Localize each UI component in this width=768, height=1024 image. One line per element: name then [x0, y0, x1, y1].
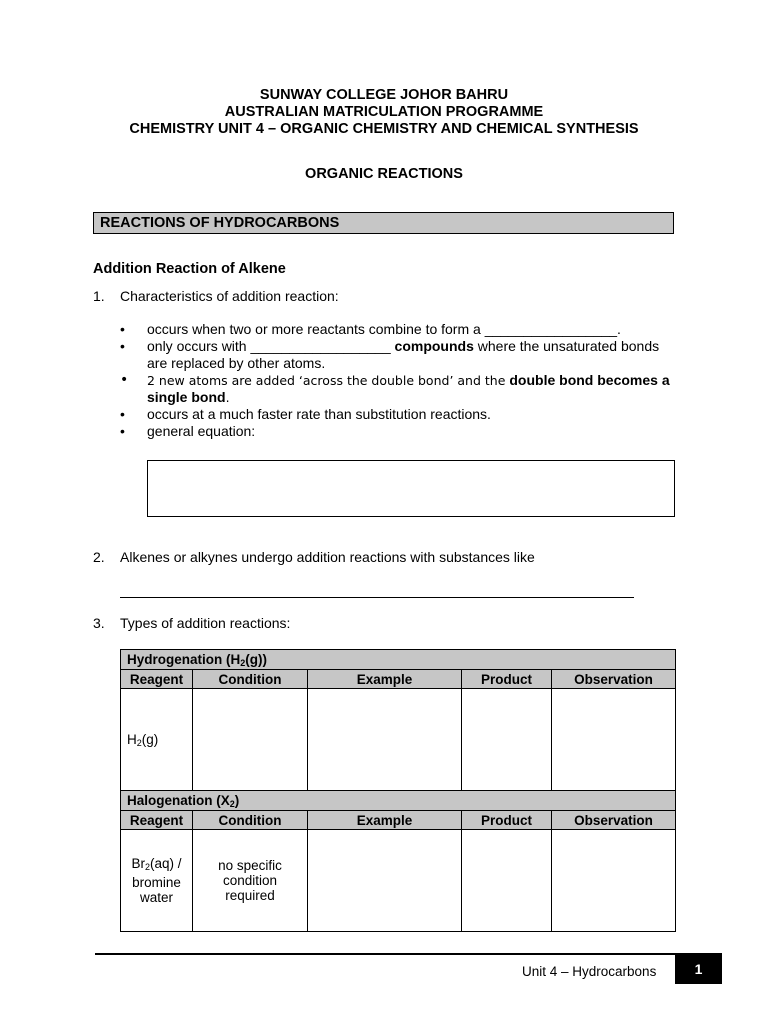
section-banner: REACTIONS OF HYDROCARBONS	[93, 212, 674, 234]
list-item: • only occurs with __________________ compounds where the unsaturated bonds are replaced by other atoms.	[120, 338, 680, 372]
table-header-row	[121, 670, 676, 689]
column-header-reagent: Reagent	[121, 670, 193, 689]
hydrogenation-heading: Hydrogenation $(H_2(g))$	[121, 650, 676, 670]
halogenation-reagent-cell: $Br_2(aq)$ / bromine water	[121, 830, 193, 932]
hydrogenation-reagent-cell: $H_2(g)$	[121, 689, 193, 791]
addition-reactions-table	[120, 649, 676, 932]
page-title: ORGANIC REACTIONS	[305, 166, 463, 182]
header-unit: CHEMISTRY UNIT 4 – ORGANIC CHEMISTRY AND CHEMICAL SYNTHESIS	[129, 121, 639, 137]
list-item: • general equation:	[120, 423, 680, 440]
characteristics-list	[120, 321, 680, 440]
list-item: • occurs when two or more reactants combine to form a _________________.	[120, 321, 680, 338]
hydrogenation-example-cell[interactable]	[308, 689, 462, 791]
header-programme: AUSTRALIAN MATRICULATION PROGRAMME	[224, 104, 544, 120]
footer-rule	[95, 953, 722, 955]
general-equation-box[interactable]	[147, 460, 675, 517]
hydrogenation-condition-cell[interactable]	[193, 689, 308, 791]
column-header-observation: Observation	[552, 670, 676, 689]
hydrogenation-product-cell[interactable]	[462, 689, 552, 791]
column-header-product: Product	[462, 670, 552, 689]
question-2-text: Alkenes or alkynes undergo addition reactions with substances like	[120, 549, 535, 565]
column-header-example: Example	[308, 811, 462, 830]
column-header-observation: Observation	[552, 811, 676, 830]
table-row	[121, 689, 676, 791]
halogenation-condition-cell: no specific condition required	[193, 830, 308, 932]
answer-line[interactable]	[120, 597, 634, 598]
column-header-reagent: Reagent	[121, 811, 193, 830]
list-item: • 2 new atoms are added ‘across the double bond’ and the double bond becomes a single bond.	[120, 372, 680, 406]
question-1-text: Characteristics of addition reaction:	[120, 288, 339, 304]
halogenation-example-cell[interactable]	[308, 830, 462, 932]
subheading: Addition Reaction of Alkene	[93, 261, 286, 277]
column-header-product: Product	[462, 811, 552, 830]
question-3-number: 3.	[93, 615, 105, 631]
halogenation-observation-cell[interactable]	[552, 830, 676, 932]
halogenation-product-cell[interactable]	[462, 830, 552, 932]
header-college: SUNWAY COLLEGE JOHOR BAHRU	[259, 87, 509, 103]
column-header-example: Example	[308, 670, 462, 689]
question-2-number: 2.	[93, 549, 105, 565]
question-3	[93, 615, 290, 631]
question-2	[93, 549, 535, 565]
list-item: • occurs at a much faster rate than substitution reactions.	[120, 406, 680, 423]
question-3-text: Types of addition reactions:	[120, 615, 291, 631]
footer-label: Unit 4 – Hydrocarbons	[522, 964, 657, 979]
column-header-condition: Condition	[193, 811, 308, 830]
question-1	[93, 288, 339, 304]
document-header	[0, 87, 768, 138]
table-row	[121, 830, 676, 932]
hydrogenation-observation-cell[interactable]	[552, 689, 676, 791]
halogenation-heading: Halogenation $(X_2)$	[121, 791, 676, 811]
column-header-condition: Condition	[193, 670, 308, 689]
page-number: 1	[675, 955, 722, 984]
table-header-row	[121, 811, 676, 830]
question-1-number: 1.	[93, 288, 105, 304]
